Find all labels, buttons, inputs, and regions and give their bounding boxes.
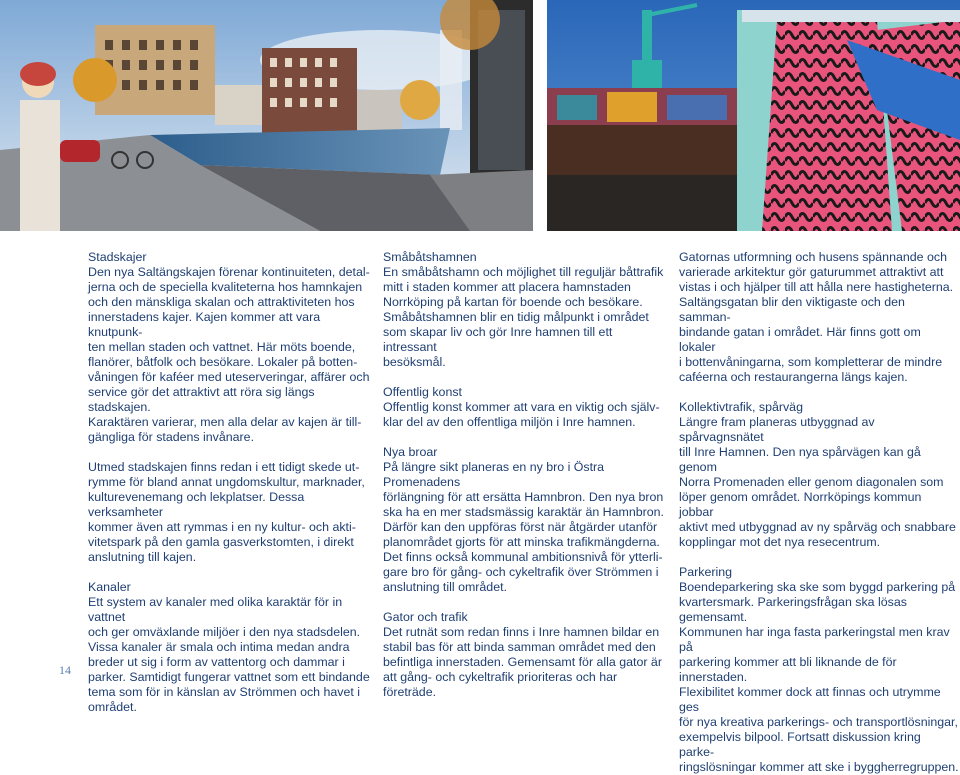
body-line: löper genom området. Norrköpings kommun jobbar xyxy=(679,490,922,519)
body-line: Norra Promenaden eller genom diagonalen som xyxy=(679,475,944,489)
body-line: tema som för in känslan av Strömmen och havet i xyxy=(88,685,361,699)
body-line: ten mellan staden och vattnet. Här möts boende, xyxy=(88,340,356,354)
body-line: aktivt med utbyggnad av ny spårväg och snabbare xyxy=(679,520,956,534)
body-line: området. xyxy=(88,700,137,714)
body-line: att gång- och cykeltrafik prioriteras och har företräde. xyxy=(383,670,618,699)
body-line: stabil bas för att binda samman området med den xyxy=(383,640,656,654)
body-line: vistas i och hjälper till att hålla nere hastigheterna. xyxy=(679,280,954,294)
body-line: gängliga för stadens invånare. xyxy=(88,430,255,444)
body-line: bindande gatan i området. Här finns gott om lokaler xyxy=(679,325,921,354)
body-line: och ger omväxlande miljöer i den nya stadsdelen. xyxy=(88,625,361,639)
body-line: kulturevenemang och lekplatser. Dessa verksamheter xyxy=(88,490,305,519)
heading-stadskajer: Stadskajer xyxy=(88,250,147,264)
body-line: Karaktären varierar, men alla delar av kajen är till- xyxy=(88,415,362,429)
body-line: Saltängsgatan blir den viktigaste och den samman- xyxy=(679,295,905,324)
body-line: caféerna och restaurangerna längs kajen. xyxy=(679,370,908,384)
body-line: planområdet gjorts för att minska trafikmängderna. xyxy=(383,535,660,549)
body-line: Norrköping på kartan för boende och besökare. xyxy=(383,295,643,309)
text-column-3 xyxy=(679,250,959,775)
body-line: flanörer, båtfolk och besökare. Lokaler på botten- xyxy=(88,355,358,369)
body-line: anslutning till kajen. xyxy=(88,550,197,564)
body-line: för nya kreativa parkerings- och transportlösningar, xyxy=(679,715,958,729)
heading-smabatshamnen: Småbåtshamnen xyxy=(383,250,477,264)
body-line: Utmed stadskajen finns redan i ett tidigt skede ut- xyxy=(88,460,360,474)
body-line: vitetspark på den gamla gasverkstomten, i direkt xyxy=(88,535,354,549)
body-line: Vissa kanaler är smala och intima medan andra xyxy=(88,640,350,654)
heading-parkering: Parkering xyxy=(679,565,733,579)
body-line: kopplingar mot det nya resecentrum. xyxy=(679,535,881,549)
body-line: varierade arkitektur gör gaturummet attraktivt att xyxy=(679,265,944,279)
body-line: Offentlig konst kommer att vara en viktig och själv- xyxy=(383,400,660,414)
body-line: På längre sikt planeras en ny bro i Östra Promenadens xyxy=(383,460,605,489)
body-line: klar del av den offentliga miljön i Inre hamnen. xyxy=(383,415,636,429)
body-line: Därför kan den uppföras först när åtgärder utanför xyxy=(383,520,658,534)
body-line: som skapar liv och gör Inre hamnen till ett intressant xyxy=(383,325,613,354)
body-line: Den nya Saltängskajen förenar kontinuiteten, detal- xyxy=(88,265,370,279)
body-line: anslutning till området. xyxy=(383,580,507,594)
body-line: Det finns också kommunal ambitionsnivå för ytterli- xyxy=(383,550,663,564)
body-line: Boendeparkering ska ske som byggd parkering på xyxy=(679,580,956,594)
heading-kollektivtrafik: Kollektivtrafik, spårväg xyxy=(679,400,803,414)
body-line: breder ut sig i form av vattentorg och dammar i xyxy=(88,655,345,669)
body-line: och den mänskliga skalan och attraktiviteten hos xyxy=(88,295,355,309)
body-line: Längre fram planeras utbyggnad av spårvagnsnätet xyxy=(679,415,875,444)
body-line: våningen för kaféer med uteserveringar, affärer och xyxy=(88,370,370,384)
body-line: kommer även att rymmas i en ny kultur- och akti- xyxy=(88,520,356,534)
body-line: Småbåtshamnen blir en tidig målpunkt i området xyxy=(383,310,649,324)
page-number: 14 xyxy=(59,663,71,677)
body-line: En småbåtshamn och möjlighet till reguljär båttrafik xyxy=(383,265,664,279)
body-line: Ett system av kanaler med olika karaktär för in vattnet xyxy=(88,595,343,624)
body-line: Gatornas utformning och husens spännande och xyxy=(679,250,947,264)
body-line: Flexibilitet kommer dock att finnas och utrymme ges xyxy=(679,685,941,714)
text-column-1 xyxy=(88,250,370,715)
body-line: jerna och de speciella kvaliteterna hos hamnkajen xyxy=(88,280,363,294)
heading-kanaler: Kanaler xyxy=(88,580,131,594)
body-line: parker. Samtidigt fungerar vattnet som ett bindande xyxy=(88,670,370,684)
body-line: innerstadens kajer. Kajen kommer att vara knutpunk- xyxy=(88,310,321,339)
text-column-2 xyxy=(383,250,665,700)
heading-offentlig-konst: Offentlig konst xyxy=(383,385,462,399)
body-line: Kommunen har inga fasta parkeringstal men krav på xyxy=(679,625,950,654)
body-line: förlängning för att ersätta Hamnbron. Den nya bron xyxy=(383,490,664,504)
body-line: befintliga innerstaden. Gemensamt för alla gator är xyxy=(383,655,662,669)
body-line: exempelvis bilpool. Fortsatt diskussion kring parke- xyxy=(679,730,921,759)
photo-waterfront-rendering xyxy=(0,0,533,231)
body-line: service gör det attraktivt att röra sig längs stadskajen. xyxy=(88,385,315,414)
photo-harbour-graffiti xyxy=(547,0,960,231)
body-line: i bottenvåningarna, som kompletterar de mindre xyxy=(679,355,943,369)
body-line: ska ha en mer stadsmässig karaktär än Hamnbron. xyxy=(383,505,664,519)
heading-nya-broar: Nya broar xyxy=(383,445,438,459)
body-line: till Inre Hamnen. Den nya spårvägen kan gå genom xyxy=(679,445,921,474)
body-line: gare bro för gång- och cykeltrafik över Strömmen i xyxy=(383,565,659,579)
body-line: mitt i staden kommer att placera hamnstaden xyxy=(383,280,631,294)
heading-gator-och-trafik: Gator och trafik xyxy=(383,610,468,624)
body-line: Det rutnät som redan finns i Inre hamnen bildar en xyxy=(383,625,660,639)
body-line: parkering kommer att bli liknande de för innerstaden. xyxy=(679,655,897,684)
body-line: besöksmål. xyxy=(383,355,446,369)
body-line: ringslösningar kommer att ske i byggherregruppen. xyxy=(679,760,959,774)
body-line: rymme för bland annat ungdomskultur, marknader, xyxy=(88,475,365,489)
body-line: kvartersmark. Parkeringsfrågan ska lösas gemensamt. xyxy=(679,595,907,624)
